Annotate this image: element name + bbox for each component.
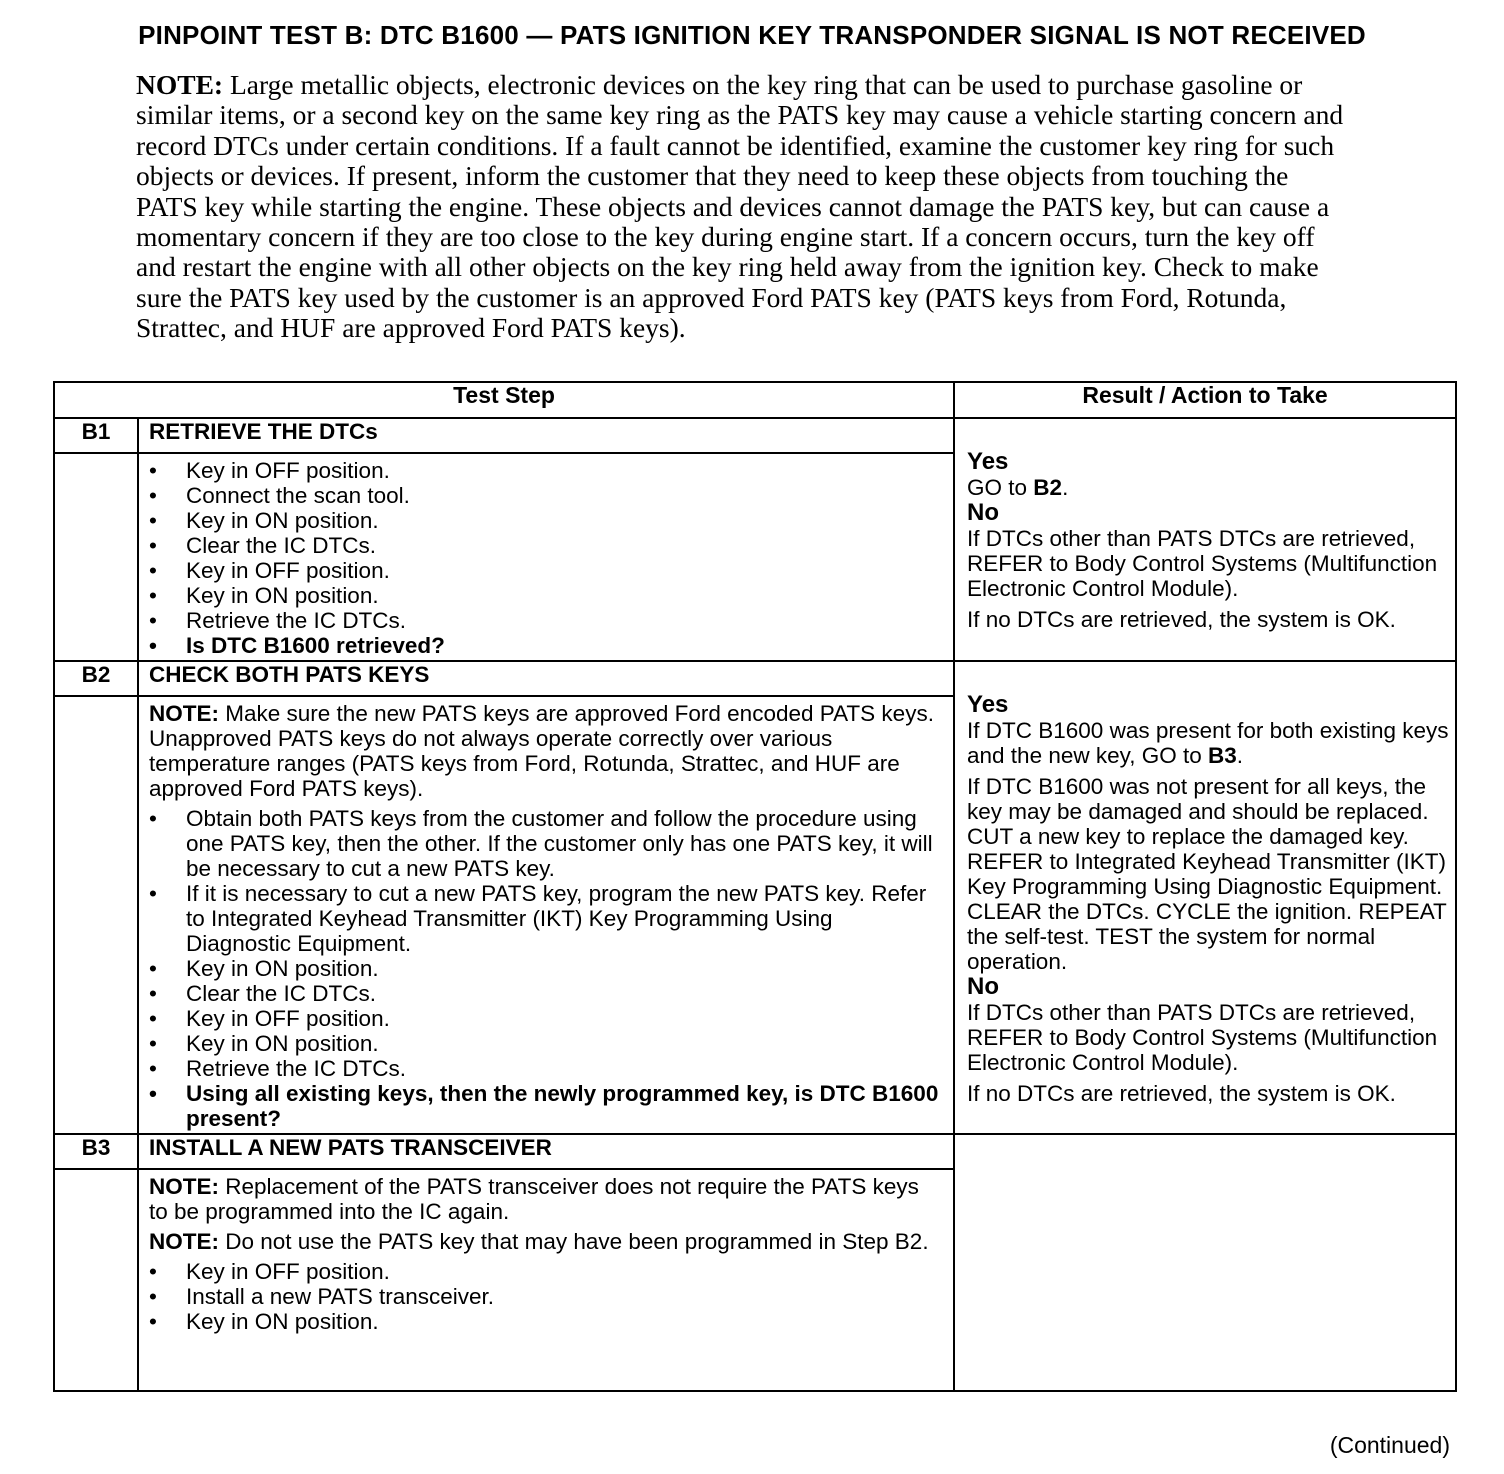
step-id: B2 [54, 661, 138, 696]
header-result-action: Result / Action to Take [954, 382, 1456, 418]
step-b2-bullets [149, 806, 943, 1131]
yes-label: Yes [967, 448, 1009, 475]
list-item: • Key in OFF position. [149, 458, 943, 483]
step-b3-body [138, 1169, 954, 1391]
list-item: • Key in ON position. [149, 508, 943, 533]
step-title: INSTALL A NEW PATS TRANSCEIVER [138, 1134, 954, 1169]
step-b1-title-row [54, 418, 1456, 453]
list-item: • Key in OFF position. [149, 558, 943, 583]
intro-note [136, 70, 1356, 344]
step-b1-bullets [149, 458, 943, 658]
step-id-spacer [54, 1169, 138, 1391]
list-item: • Key in ON position. [149, 1031, 943, 1056]
list-item: • Retrieve the IC DTCs. [149, 1056, 943, 1081]
list-item: • Obtain both PATS keys from the customer and follow the procedure using one PATS key, then the other. If the customer only has one PATS key, it will be necessary to cut a new PATS key. [149, 806, 943, 881]
list-item: • Key in OFF position. [149, 1006, 943, 1031]
table-header-row [54, 382, 1456, 418]
pinpoint-test-table [53, 381, 1457, 1392]
list-item: • Key in ON position. [149, 1309, 943, 1334]
yes-action-1: If DTC B1600 was present for both existing keys and the new key, GO to B3. [967, 717, 1449, 768]
no-action-1: If DTCs other than PATS DTCs are retrieved, REFER to Body Control Systems (Multifunction Electronic Control Module). [967, 526, 1438, 601]
no-action-2: If no DTCs are retrieved, the system is OK. [967, 1080, 1396, 1106]
list-item: • If it is necessary to cut a new PATS key, program the new PATS key. Refer to Integrated Keyhead Transmitter (IKT) Key Programming Using Diagnostic Equipment. [149, 881, 943, 956]
intro-note-label: NOTE: [136, 69, 224, 100]
step-question: • Is DTC B1600 retrieved? [149, 633, 943, 658]
step-id: B1 [54, 418, 138, 453]
intro-note-text: Large metallic objects, electronic devices on the key ring that can be used to purchase gasoline or similar items, or a second key on the same key ring as the PATS key may cause a vehicle starting concern and record DTCs under certain conditions. If a fault cannot be identified, examine the customer key ring for such objects or devices. If present, inform the customer that they need to keep these objects from touching the PATS key while starting the engine. These objects and devices cannot damage the PATS key, but can cause a momentary concern if they are too close to the key during engine start. If a concern occurs, turn the key off and restart the engine with all other objects on the key ring held away from the ignition key. Check to make sure the PATS key used by the customer is an approved Ford PATS key (PATS keys from Ford, Rotunda, Strattec, and HUF are approved Ford PATS keys). [136, 69, 1344, 344]
no-action-1: If DTCs other than PATS DTCs are retrieved, REFER to Body Control Systems (Multifunction Electronic Control Module). [967, 999, 1438, 1075]
yes-action: GO to B2. [967, 475, 1069, 500]
step-b1-result [954, 418, 1456, 661]
header-test-step: Test Step [54, 382, 954, 418]
list-item: • Connect the scan tool. [149, 483, 943, 508]
step-b2-result [954, 661, 1456, 1134]
step-b1-body [138, 453, 954, 661]
yes-label: Yes [967, 690, 1009, 718]
list-item: • Key in ON position. [149, 956, 943, 981]
page-title: PINPOINT TEST B: DTC B1600 — PATS IGNITION KEY TRANSPONDER SIGNAL IS NOT RECEIVED [138, 20, 1366, 50]
step-title: RETRIEVE THE DTCs [138, 418, 954, 453]
step-b2-title-row [54, 661, 1456, 696]
no-label: No [967, 499, 1000, 526]
list-item: • Install a new PATS transceiver. [149, 1284, 943, 1309]
step-id-spacer [54, 696, 138, 1134]
list-item: • Clear the IC DTCs. [149, 533, 943, 558]
no-action-2: If no DTCs are retrieved, the system is OK. [967, 607, 1396, 632]
step-question: • Using all existing keys, then the newly programmed key, is DTC B1600 present? [149, 1081, 943, 1131]
continued-marker: (Continued) [1329, 1432, 1450, 1458]
goto-step-link: B2 [1033, 475, 1063, 500]
list-item: • Key in ON position. [149, 583, 943, 608]
step-title: CHECK BOTH PATS KEYS [138, 661, 954, 696]
yes-action-2: If DTC B1600 was not present for all keys, the key may be damaged and should be replaced. CUT a new key to replace the damaged key. REFER to Integrated Keyhead Transmitter (IKT) Key Programming Using Diagnostic Equipment. CLEAR the DTCs. CYCLE the ignition. REPEAT the self-test. TEST the system for normal operation. [967, 773, 1447, 974]
step-note: NOTE: Make sure the new PATS keys are approved Ford encoded PATS keys. Unapproved PATS keys do not always operate correctly over various temperature ranges (PATS keys from Ford, Rotunda, Strattec, and HUF are approved Ford PATS keys). [149, 701, 934, 801]
list-item: • Key in OFF position. [149, 1259, 943, 1284]
step-note-2: NOTE: Do not use the PATS key that may have been programmed in Step B2. [149, 1229, 929, 1254]
step-b3-bullets [149, 1259, 943, 1334]
step-b3-title-row [54, 1134, 1456, 1169]
list-item: • Clear the IC DTCs. [149, 981, 943, 1006]
step-note-1: NOTE: Replacement of the PATS transceiver does not require the PATS keys to be programmed into the IC again. [149, 1174, 919, 1224]
step-b3-result [954, 1134, 1456, 1391]
no-label: No [967, 972, 1000, 1000]
goto-step-link: B3 [1207, 742, 1237, 768]
step-id: B3 [54, 1134, 138, 1169]
list-item: • Retrieve the IC DTCs. [149, 608, 943, 633]
step-id-spacer [54, 453, 138, 661]
step-b2-body [138, 696, 954, 1134]
